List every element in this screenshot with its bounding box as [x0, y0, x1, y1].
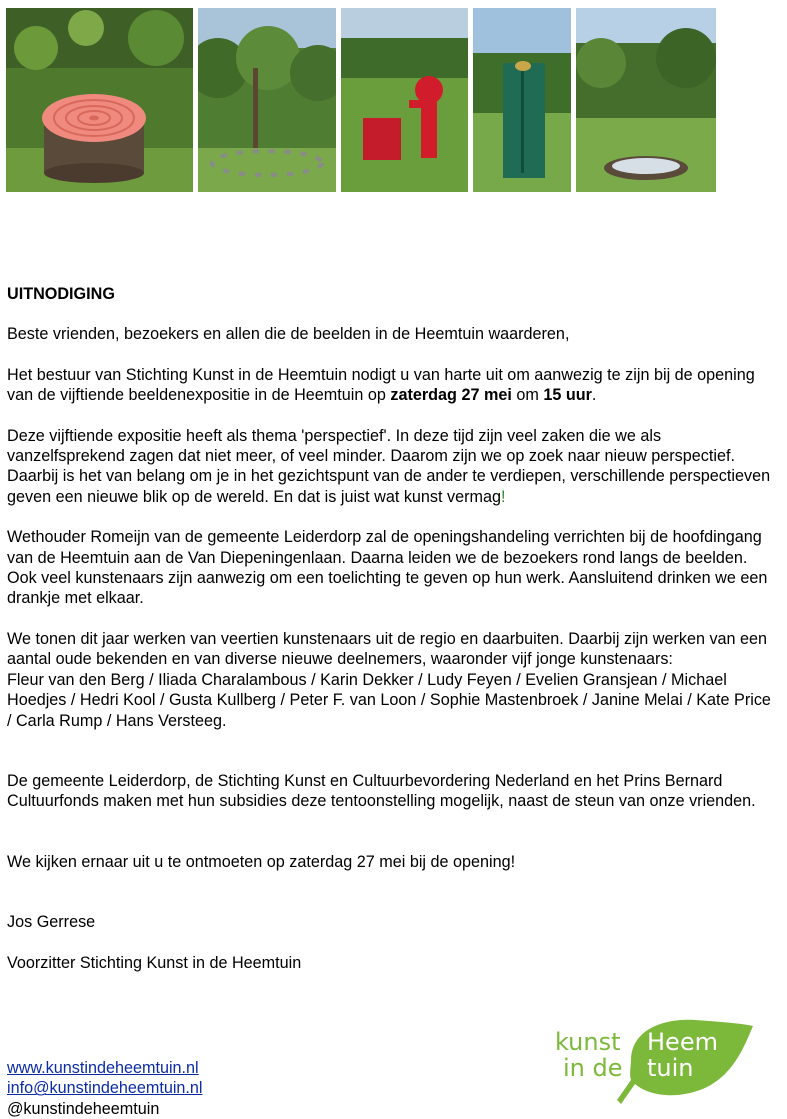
logo-text-in-de: in de — [563, 1054, 623, 1082]
logo-text-kunst: kunst — [555, 1028, 621, 1056]
paragraph-text: ! — [501, 487, 506, 506]
paragraph-theme — [7, 426, 779, 508]
paragraph-artists-intro: We tonen dit jaar werken van veertien kunstenaars uit de regio en daarbuiten. Daarbij zijn werken van een aantal oude bekenden en van diverse nieuwe deelnemers, waaronder vijf jonge kunstenaars: — [7, 629, 768, 669]
logo-text-heem: Heem — [647, 1028, 718, 1056]
signature-name: Jos Gerrese — [7, 913, 96, 932]
page-title: UITNODIGING — [7, 285, 115, 303]
paragraph-text: Het bestuur van Stichting Kunst in de Heemtuin nodigt u van harte uit om aanwezig te zijn bij de opening van de vijftiende beeldenexpositie in de Heemtuin op — [7, 365, 755, 405]
paragraph-text: Deze vijftiende expositie heeft als thema 'perspectief'. In deze tijd zijn veel zaken die we als vanzelfsprekend zagen dat niet meer, of veel minder. Daarom zijn we op zoek naar nieuw perspectief. Daarbij is het van belang om je in het gezichtspunt van de ander te verdiepen, verschillende perspectieven geven een nieuwe blik op de wereld. En dat is juist wat kunst vermag — [7, 426, 771, 506]
mirror-pool-photo — [576, 8, 716, 192]
red-sculpture-photo — [341, 8, 468, 192]
website-link[interactable]: www.kunstindeheemtuin.nl — [7, 1059, 199, 1077]
green-pillar-sculpture-photo — [473, 8, 571, 192]
opening-date: zaterdag 27 mei — [390, 386, 512, 405]
greeting: Beste vrienden, bezoekers en allen die de beelden in de Heemtuin waarderen, — [7, 325, 570, 344]
leaf-logo-icon — [555, 1014, 755, 1106]
logo-text-tuin: tuin — [647, 1054, 694, 1082]
artists-list: Fleur van den Berg / Iliada Charalambous / Karin Dekker / Ludy Feyen / Evelien Gransjean / Michael Hoedjes / Hedri Kool / Gusta Kullberg / Peter F. van Loon / Sophie Mastenbroek / Janine Melai / Kate Price / Carla Rump / Hans Versteeg. — [7, 670, 771, 730]
tree-stump-sculpture-photo — [6, 8, 193, 192]
signature-role: Voorzitter Stichting Kunst in de Heemtuin — [7, 953, 302, 972]
social-handle: @kunstindeheemtuin — [7, 1099, 160, 1118]
opening-time: 15 uur — [543, 386, 592, 405]
paragraph-closing: We kijken ernaar uit u te ontmoeten op zaterdag 27 mei bij de opening! — [7, 852, 516, 871]
paragraph-sponsors: De gemeente Leiderdorp, de Stichting Kunst en Cultuurbevordering Nederland en het Prins Bernard Cultuurfonds maken met hun subsidies deze tentoonstelling mogelijk, naast de steun van onze vrienden. — [7, 771, 756, 811]
chairs-circle-photo — [198, 8, 336, 192]
invitation-letter — [7, 284, 779, 973]
paragraph-text: om — [511, 386, 544, 405]
contact-footer — [7, 1058, 203, 1119]
paragraph-text: . — [591, 386, 597, 405]
paragraph-opening — [7, 365, 779, 406]
email-link[interactable]: info@kunstindeheemtuin.nl — [7, 1079, 203, 1098]
photo-strip — [6, 8, 716, 192]
paragraph-program: Wethouder Romeijn van de gemeente Leiderdorp zal de openingshandeling verrichten bij de hoofdingang van de Heemtuin aan de Van Diepeningenlaan. Daarna leiden we de bezoekers rond langs de beelden. Ook veel kunstenaars zijn aanwezig om een toelichting te geven op hun werk. Aansluitend drinken we een drankje met elkaar. — [7, 528, 768, 608]
